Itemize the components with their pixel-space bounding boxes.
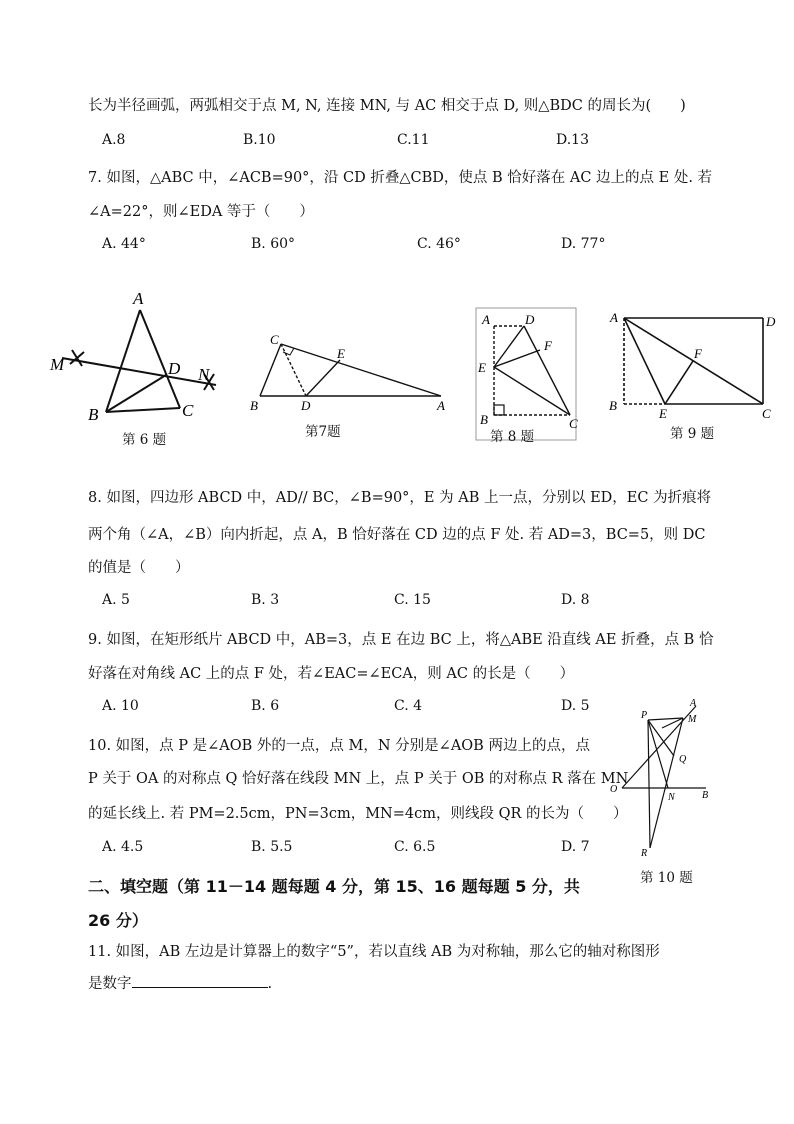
fig8-label-f: F: [544, 338, 552, 353]
q8-option-b: B. 3: [251, 592, 280, 608]
fig7-caption: 第7题: [305, 424, 341, 440]
q8-option-a: A. 5: [102, 592, 130, 608]
fig9-caption: 第 9 题: [670, 426, 715, 442]
fig10-label-b: B: [702, 790, 709, 801]
q11-answer-blank[interactable]: [132, 973, 268, 988]
section2-heading-line2: 26 分）: [88, 911, 148, 930]
fig9-label-a: A: [610, 310, 618, 325]
fig9-label-c: C: [762, 406, 771, 421]
fig8-label-c: C: [569, 416, 578, 431]
q10-option-a: A. 4.5: [102, 839, 144, 855]
fig9-label-b: B: [609, 398, 617, 413]
q6-option-c: C.11: [397, 132, 430, 148]
fig6-label-d: D: [168, 359, 181, 378]
q10-option-c: C. 6.5: [394, 839, 436, 855]
q8-option-c: C. 15: [394, 592, 431, 608]
q6-option-b: B.10: [243, 132, 276, 148]
fig8-caption: 第 8 题: [490, 429, 535, 445]
fig10-label-r: R: [641, 848, 648, 859]
fig10-ray-oa: [622, 706, 696, 788]
q9-option-a: A. 10: [102, 698, 139, 714]
fig6-caption: 第 6 题: [122, 432, 167, 448]
fig10-segment-pq: [648, 720, 674, 756]
fig6-label-a: A: [133, 289, 144, 308]
fig9-label-e: E: [659, 406, 667, 421]
q10-option-d: D. 7: [561, 839, 590, 855]
q6-option-a: A.8: [102, 132, 126, 148]
fig9-label-f: F: [694, 346, 702, 361]
q9-option-d: D. 5: [561, 698, 590, 714]
q7-line2: ∠A=22°，则∠EDA 等于（ ）: [88, 204, 314, 220]
q8-line1: 8. 如图，四边形 ABCD 中，AD// BC，∠B=90°，E 为 AB 上一点，分别以 ED，EC 为折痕将: [88, 490, 712, 506]
q8-option-d: D. 8: [561, 592, 590, 608]
fig9-label-d: D: [766, 314, 776, 329]
q11-line2: 是数字: [88, 976, 132, 992]
fig10-segment-pm: [648, 718, 683, 720]
fig7-label-a: A: [437, 398, 445, 413]
q10-option-b: B. 5.5: [251, 839, 293, 855]
q7-option-b: B. 60°: [251, 236, 296, 252]
q11-line2-wrap: [88, 972, 272, 993]
q8-line2: 两个角（∠A，∠B）向内折起，点 A，B 恰好落在 CD 边的点 F 处. 若 AD=3，BC=5，则 DC: [88, 527, 706, 543]
q7-option-c: C. 46°: [417, 236, 461, 252]
q11-line1: 11. 如图，AB 左边是计算器上的数字“5”，若以直线 AB 为对称轴，那么它的轴对称图形: [88, 944, 660, 960]
q10-line2: P 关于 OA 的对称点 Q 恰好落在线段 MN 上，点 P 关于 OB 的对称点 R 落在 MN: [88, 771, 629, 787]
fig6-label-n: N: [198, 365, 210, 384]
fig6-label-b: B: [88, 405, 99, 424]
fig10-segment-pn: [648, 720, 668, 788]
fig10-label-p: P: [641, 710, 648, 721]
q9-option-c: C. 4: [394, 698, 423, 714]
q6-line1: 长为半径画弧，两弧相交于点 M, N, 连接 MN, 与 AC 相交于点 D, 则△BDC 的周长为( ): [88, 98, 686, 114]
fig6-label-m: M: [50, 355, 65, 374]
fig8-label-a: A: [482, 312, 490, 327]
q9-option-b: B. 6: [251, 698, 280, 714]
q9-line1: 9. 如图，在矩形纸片 ABCD 中，AB=3，点 E 在边 BC 上，将△ABE 沿直线 AE 折叠，点 B 恰: [88, 632, 714, 648]
q6-option-d: D.13: [556, 132, 589, 148]
section2-heading-line1: 二、填空题（第 11－14 题每题 4 分，第 15、16 题每题 5 分，共: [88, 877, 580, 896]
fig10-label-n: N: [668, 792, 675, 803]
q10-line3: 的延长线上. 若 PM=2.5cm，PN=3cm，MN=4cm，则线段 QR 的长为（ ）: [88, 806, 628, 822]
fig10-caption: 第 10 题: [640, 870, 693, 886]
fig7-label-b: B: [250, 398, 258, 413]
fig10-label-q: Q: [679, 754, 687, 765]
fig10-label-a: A: [690, 698, 697, 709]
q7-line1: 7. 如图，△ABC 中，∠ACB=90°，沿 CD 折叠△CBD，使点 B 恰好落在 AC 边上的点 E 处. 若: [88, 170, 713, 186]
fig10-label-o: O: [610, 784, 618, 795]
q9-line2: 好落在对角线 AC 上的点 F 处，若∠EAC=∠ECA，则 AC 的长是（ ）: [88, 666, 575, 682]
fig8-label-d: D: [525, 312, 535, 327]
fig7-label-e: E: [337, 346, 345, 361]
q7-option-d: D. 77°: [561, 236, 606, 252]
fig6-label-c: C: [182, 401, 194, 420]
fig7-label-c: C: [270, 332, 279, 347]
fig10-label-m: M: [688, 714, 697, 725]
fig8-label-b: B: [480, 412, 488, 427]
fig8-label-e: E: [478, 360, 486, 375]
q10-line1: 10. 如图，点 P 是∠AOB 外的一点，点 M，N 分别是∠AOB 两边上的点，点: [88, 738, 590, 754]
q11-line2-end: .: [267, 976, 273, 992]
fig7-label-d: D: [301, 398, 311, 413]
q7-option-a: A. 44°: [102, 236, 146, 252]
fig10-segment-pr: [648, 720, 650, 848]
q8-line3: 的值是（ ）: [88, 560, 190, 576]
